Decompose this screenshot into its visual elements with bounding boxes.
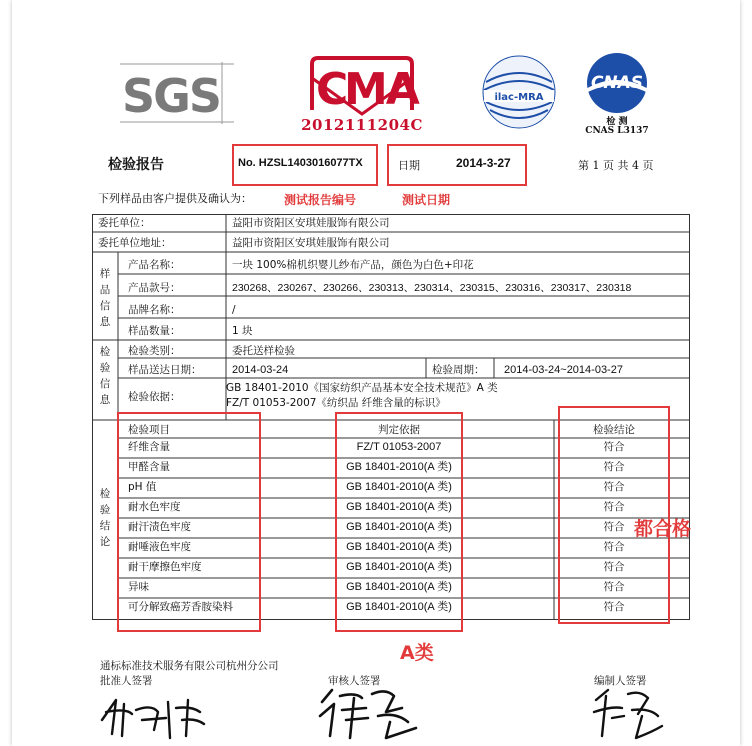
result-basis: FZ/T 01053-2007	[356, 441, 442, 453]
client-label: 委托单位：	[98, 217, 151, 229]
product-name-label: 产品名称：	[128, 259, 181, 271]
preparer-signature	[588, 686, 668, 742]
result-item: 纤维含量	[128, 441, 170, 453]
inspection-basis-label: 检验依据：	[128, 391, 181, 403]
result-conclusion: 符合	[603, 601, 625, 613]
result-conclusion: 符合	[603, 461, 625, 473]
issuing-company: 通标标准技术服务有限公司杭州分公司	[100, 660, 279, 672]
ilac-mra-logo	[474, 52, 564, 132]
result-basis: GB 18401-2010(A 类)	[346, 501, 452, 513]
reviewer-signature	[316, 682, 426, 742]
result-basis: GB 18401-2010(A 类)	[346, 561, 452, 573]
result-conclusion: 符合	[603, 561, 625, 573]
result-item: 耐水色牢度	[128, 501, 181, 513]
inspection-type-value: 委托送样检验	[232, 345, 295, 357]
inspection-type-label: 检验类别：	[128, 345, 181, 357]
item-column-highlight	[117, 412, 261, 632]
client-address-label: 委托单位地址：	[98, 237, 172, 249]
inspection-basis-line-2: FZ/T 01053-2007《纺织品 纤维含量的标识》	[226, 397, 446, 409]
result-basis: GB 18401-2010(A 类)	[346, 461, 452, 473]
result-basis: GB 18401-2010(A 类)	[346, 601, 452, 613]
svg-text:SGS: SGS	[122, 69, 221, 123]
results-header-conclusion: 检验结论	[593, 424, 635, 436]
result-item: 耐唾液色牢度	[128, 541, 191, 553]
svg-text:ilac-MRA: ilac-MRA	[494, 92, 544, 103]
result-basis: GB 18401-2010(A 类)	[346, 521, 452, 533]
result-basis: GB 18401-2010(A 类)	[346, 541, 452, 553]
preparer-label: 编制人签署	[594, 675, 647, 687]
results-header-basis: 判定依据	[378, 424, 420, 436]
basis-column-highlight	[335, 412, 463, 632]
cnas-caption: 检 测	[606, 117, 628, 127]
result-item: 甲醛含量	[128, 461, 170, 473]
result-conclusion: 符合	[603, 581, 625, 593]
svg-text:CNAS: CNAS	[590, 73, 644, 93]
annotation-class-a: A类	[400, 642, 434, 664]
inspection-info-section-label: 检 验 信 息	[99, 346, 111, 406]
reviewer-label: 审核人签署	[328, 675, 381, 687]
inspection-period-value: 2014-03-24~2014-03-27	[504, 364, 623, 376]
result-item: 耐汗渍色牢度	[128, 521, 191, 533]
client-address-value: 益阳市资阳区安琪娃服饰有限公司	[232, 237, 390, 249]
sample-delivery-date-label: 样品送达日期：	[128, 364, 202, 376]
page-info: 第 1 页 共 4 页	[578, 159, 654, 172]
result-conclusion: 符合	[603, 541, 625, 553]
intro-text: 下列样品由客户提供及确认为：	[98, 192, 252, 205]
svg-text:C: C	[316, 64, 347, 115]
sgs-logo	[118, 62, 236, 124]
sample-qty-label: 样品数量：	[128, 325, 181, 337]
product-name-value: 一块 100%棉机织婴儿纱布产品，颜色为白色+印花	[232, 259, 474, 271]
result-basis: GB 18401-2010(A 类)	[346, 481, 452, 493]
result-item: pH 值	[128, 481, 157, 493]
cma-number: 2012111204C	[301, 116, 423, 134]
annotation-test-date: 测试日期	[402, 193, 451, 207]
result-item: 异味	[128, 581, 149, 593]
brand-value: /	[232, 304, 236, 316]
date-label: 日期	[398, 159, 420, 172]
result-item: 可分解致癌芳香胺染料	[128, 601, 233, 613]
cnas-logo	[578, 50, 656, 116]
results-section-label: 检 验 结 论	[99, 488, 111, 548]
result-basis: GB 18401-2010(A 类)	[346, 581, 452, 593]
approver-label: 批准人签署	[100, 675, 153, 687]
inspection-period-label: 检验周期：	[432, 364, 485, 376]
result-item: 耐干摩擦色牢度	[128, 561, 202, 573]
sample-info-section-label: 样 品 信 息	[99, 268, 111, 328]
report-number: No. HZSL1403016077TX	[238, 157, 363, 169]
annotation-all-pass: 都合格	[634, 518, 692, 540]
svg-text:MA: MA	[344, 64, 418, 115]
product-model-label: 产品款号：	[128, 282, 181, 294]
sample-qty-value: 1 块	[232, 325, 253, 337]
annotation-report-number: 测试报告编号	[284, 193, 357, 207]
approver-signature	[96, 690, 216, 742]
results-header-item: 检验项目	[128, 424, 170, 436]
sample-delivery-date-value: 2014-03-24	[232, 364, 289, 376]
inspection-basis-line-1: GB 18401-2010《国家纺织产品基本安全技术规范》A 类	[226, 382, 498, 394]
report-date: 2014-3-27	[456, 156, 511, 170]
brand-label: 品牌名称：	[128, 304, 181, 316]
result-conclusion: 符合	[603, 521, 625, 533]
client-value: 益阳市资阳区安琪娃服饰有限公司	[232, 217, 390, 229]
result-conclusion: 符合	[603, 441, 625, 453]
cnas-registration: CNAS L3137	[585, 126, 649, 136]
product-model-value: 230268、230267、230266、230313、230314、230315、230316、230317、230318	[232, 282, 632, 294]
result-conclusion: 符合	[603, 501, 625, 513]
report-title: 检验报告	[108, 157, 164, 173]
result-conclusion: 符合	[603, 481, 625, 493]
